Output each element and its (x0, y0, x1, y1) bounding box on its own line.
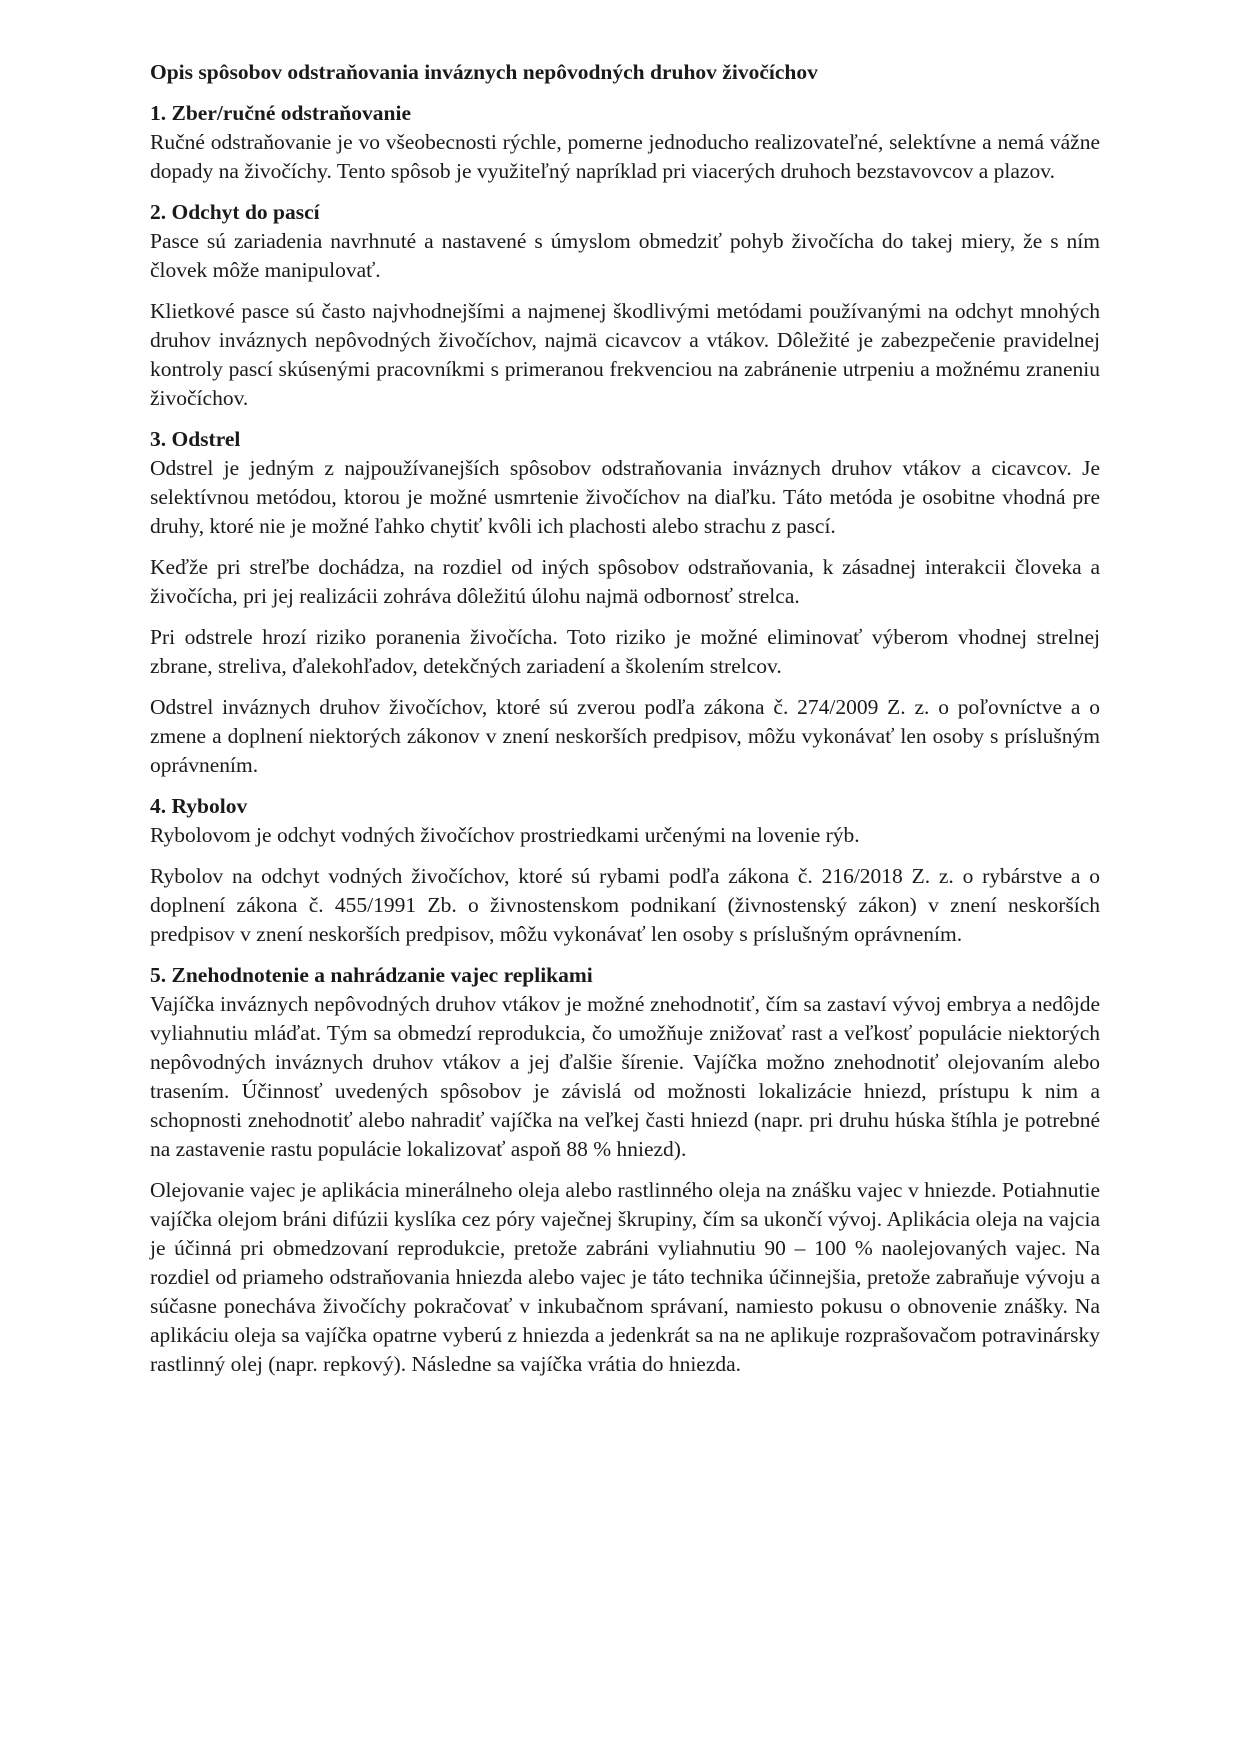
section-odchyt (150, 198, 1100, 413)
paragraph: Odstrel inváznych druhov živočíchov, ktoré sú zverou podľa zákona č. 274/2009 Z. z. o poľovníctve a o zmene a doplnení niektorých zákonov v znení neskorších predpisov, môžu vykonávať len osoby s príslušným oprávnením. (150, 695, 1100, 777)
section-heading: 2. Odchyt do pascí (150, 200, 320, 224)
paragraph: Odstrel je jedným z najpoužívanejších spôsobov odstraňovania inváznych druhov vtákov a cicavcov. Je selektívnou metódou, ktorou je možné usmrtenie živočíchov na diaľku. Táto metóda je osobitne vhodná pre druhy, ktoré nie je možné ľahko chytiť kvôli ich plachosti alebo strachu z pascí. (150, 456, 1100, 538)
document-title: Opis spôsobov odstraňovania inváznych nepôvodných druhov živočíchov (150, 60, 818, 84)
paragraph: Ručné odstraňovanie je vo všeobecnosti rýchle, pomerne jednoducho realizovateľné, selektívne a nemá vážne dopady na živočíchy. Tento spôsob je využiteľný napríklad pri viacerých druhoch bezstavovcov a plazov. (150, 130, 1100, 183)
section-heading: 5. Znehodnotenie a nahrádzanie vajec replikami (150, 963, 593, 987)
section-heading: 3. Odstrel (150, 427, 241, 451)
section-rybolov (150, 792, 1100, 949)
paragraph: Olejovanie vajec je aplikácia minerálneho oleja alebo rastlinného oleja na znášku vajec v hniezde. Potiahnutie vajíčka olejom bráni difúzii kyslíka cez póry vaječnej škrupiny, čím sa ukončí vývoj. Aplikácia oleja na vajcia je účinná pri obmedzovaní reprodukcie, pretože zabráni vyliahnutiu 90 – 100 % naolejovaných vajec. Na rozdiel od priameho odstraňovania hniezda alebo vajec je táto technika účinnejšia, pretože zabraňuje vývoju a súčasne ponecháva živočíchy pokračovať v inkubačnom správaní, namiesto pokusu o obnovenie znášky. Na aplikáciu oleja sa vajíčka opatrne vyberú z hniezda a jedenkrát sa na ne aplikuje rozprašovačom potravinársky rastlinný olej (napr. repkový). Následne sa vajíčka vrátia do hniezda. (150, 1178, 1100, 1376)
section-zber (150, 99, 1100, 186)
paragraph: Pri odstrele hrozí riziko poranenia živočícha. Toto riziko je možné eliminovať výberom vhodnej strelnej zbrane, streliva, ďalekohľadov, detekčných zariadení a školením strelcov. (150, 625, 1100, 678)
section-heading: 1. Zber/ručné odstraňovanie (150, 101, 411, 125)
paragraph: Vajíčka inváznych nepôvodných druhov vtákov je možné znehodnotiť, čím sa zastaví vývoj embrya a nedôjde vyliahnutiu mláďat. Tým sa obmedzí reprodukcia, čo umožňuje znižovať rast a veľkosť populácie niektorých nepôvodných inváznych druhov vtákov a jej ďalšie šírenie. Vajíčka možno znehodnotiť olejovaním alebo trasením. Účinnosť uvedených spôsobov je závislá od možnosti lokalizácie hniezd, prístupu k nim a schopnosti znehodnotiť alebo nahradiť vajíčka na veľkej časti hniezd (napr. pri druhu húska štíhla je potrebné na zastavenie rastu populácie lokalizovať aspoň 88 % hniezd). (150, 992, 1100, 1161)
paragraph: Pasce sú zariadenia navrhnuté a nastavené s úmyslom obmedziť pohyb živočícha do takej miery, že s ním človek môže manipulovať. (150, 229, 1100, 282)
paragraph: Klietkové pasce sú často najvhodnejšími a najmenej škodlivými metódami používanými na odchyt mnohých druhov inváznych nepôvodných živočíchov, najmä cicavcov a vtákov. Dôležité je zabezpečenie pravidelnej kontroly pascí skúsenými pracovníkmi s primeranou frekvenciou na zabránenie utrpeniu a možnému zraneniu živočíchov. (150, 299, 1100, 410)
section-znehodnotenie (150, 961, 1100, 1379)
paragraph: Rybolovom je odchyt vodných živočíchov prostriedkami určenými na lovenie rýb. (150, 823, 860, 847)
section-heading: 4. Rybolov (150, 794, 248, 818)
paragraph: Rybolov na odchyt vodných živočíchov, ktoré sú rybami podľa zákona č. 216/2018 Z. z. o rybárstve a o doplnení zákona č. 455/1991 Zb. o živnostenskom podnikaní (živnostenský zákon) v znení neskorších predpisov v znení neskorších predpisov, môžu vykonávať len osoby s príslušným oprávnením. (150, 864, 1100, 946)
section-odstrel (150, 425, 1100, 780)
paragraph: Keďže pri streľbe dochádza, na rozdiel od iných spôsobov odstraňovania, k zásadnej interakcii človeka a živočícha, pri jej realizácii zohráva dôležitú úlohu najmä odbornosť strelca. (150, 555, 1100, 608)
